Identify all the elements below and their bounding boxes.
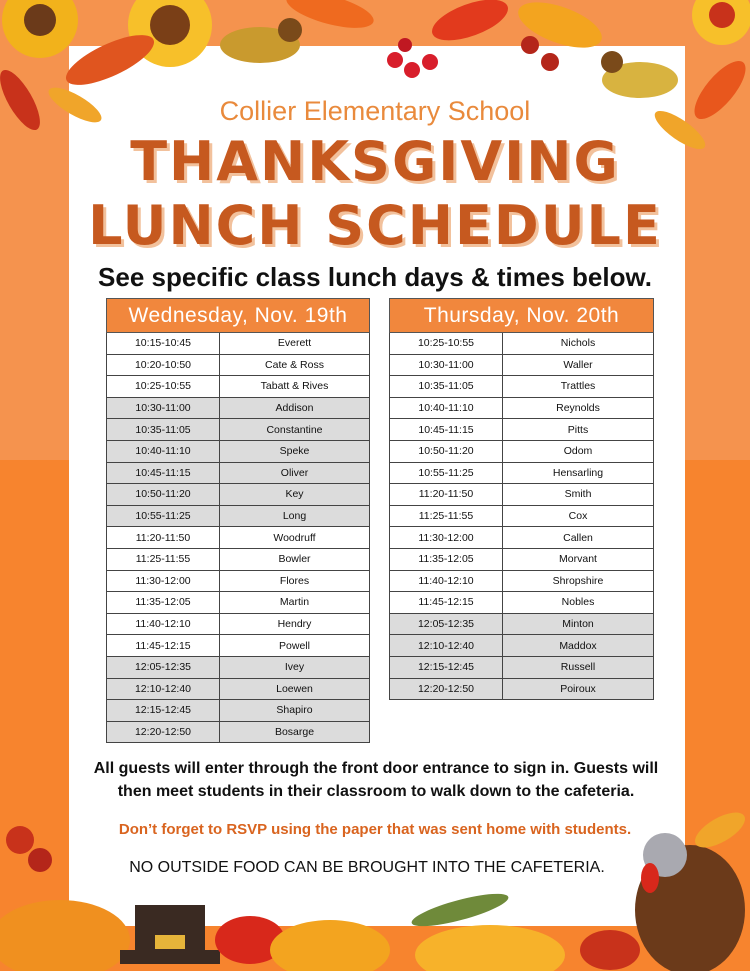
teacher-cell: Key	[220, 484, 370, 506]
subtitle: See specific class lunch days & times below.	[98, 262, 652, 292]
guest-entry-note: All guests will enter through the front door entrance to sign in. Guests will then meet students in their classroom to walk down to the cafeteria.	[93, 760, 659, 800]
teacher-cell: Woodruff	[220, 527, 370, 549]
teacher-cell: Loewen	[220, 678, 370, 700]
time-cell: 11:20-11:50	[107, 527, 220, 549]
teacher-cell: Constantine	[220, 419, 370, 441]
time-cell: 11:30-12:00	[107, 570, 220, 592]
time-cell: 12:05-12:35	[390, 613, 503, 635]
table-row	[390, 656, 654, 678]
table-row	[107, 656, 370, 678]
pumpkin-icon	[415, 925, 565, 971]
time-cell: 11:35-12:05	[107, 592, 220, 614]
teacher-cell: Minton	[503, 613, 654, 635]
time-cell: 11:20-11:50	[390, 484, 503, 506]
table-row	[390, 440, 654, 462]
time-cell: 11:30-12:00	[390, 527, 503, 549]
autumn-leaves-top-decoration	[0, 0, 750, 150]
time-cell: 10:50-11:20	[390, 440, 503, 462]
time-cell: 10:30-11:00	[107, 397, 220, 419]
rsvp-note: Don’t forget to RSVP using the paper that was sent home with students.	[118, 821, 632, 838]
teacher-cell: Cate & Ross	[220, 354, 370, 376]
time-cell: 12:10-12:40	[390, 635, 503, 657]
time-cell: 10:35-11:05	[390, 376, 503, 398]
table-row	[107, 527, 370, 549]
table-row	[390, 505, 654, 527]
time-cell: 10:45-11:15	[390, 419, 503, 441]
time-cell: 10:35-11:05	[107, 419, 220, 441]
time-cell: 10:55-11:25	[107, 505, 220, 527]
teacher-cell: Addison	[220, 397, 370, 419]
time-cell: 11:40-12:10	[390, 570, 503, 592]
time-cell: 12:15-12:45	[390, 656, 503, 678]
teacher-cell: Shropshire	[503, 570, 654, 592]
teacher-cell: Bowler	[220, 548, 370, 570]
table-row	[390, 548, 654, 570]
table-row	[107, 700, 370, 722]
table-row	[390, 333, 654, 355]
berries-icon	[387, 52, 403, 68]
teacher-cell: Poiroux	[503, 678, 654, 700]
wednesday-heading: Wednesday, Nov. 19th	[107, 299, 370, 333]
table-row	[390, 397, 654, 419]
time-cell: 12:05-12:35	[107, 656, 220, 678]
time-cell: 11:35-12:05	[390, 548, 503, 570]
teacher-cell: Hensarling	[503, 462, 654, 484]
teacher-cell: Everett	[220, 333, 370, 355]
table-row	[390, 635, 654, 657]
teacher-cell: Tabatt & Rives	[220, 376, 370, 398]
time-cell: 10:25-10:55	[390, 333, 503, 355]
time-cell: 10:25-10:55	[107, 376, 220, 398]
table-row	[107, 721, 370, 743]
table-row	[107, 635, 370, 657]
time-cell: 12:20-12:50	[390, 678, 503, 700]
table-row	[107, 354, 370, 376]
table-row	[390, 484, 654, 506]
teacher-cell: Cox	[503, 505, 654, 527]
table-row	[107, 333, 370, 355]
table-row	[107, 440, 370, 462]
teacher-cell: Morvant	[503, 548, 654, 570]
time-cell: 10:40-11:10	[390, 397, 503, 419]
time-cell: 10:50-11:20	[107, 484, 220, 506]
teacher-cell: Russell	[503, 656, 654, 678]
teacher-cell: Smith	[503, 484, 654, 506]
time-cell: 10:55-11:25	[390, 462, 503, 484]
table-row	[107, 505, 370, 527]
table-row	[107, 592, 370, 614]
teacher-cell: Callen	[503, 527, 654, 549]
thursday-schedule-table	[389, 298, 654, 700]
teacher-cell: Maddox	[503, 635, 654, 657]
table-row	[107, 678, 370, 700]
teacher-cell: Pitts	[503, 419, 654, 441]
teacher-cell: Flores	[220, 570, 370, 592]
table-row	[390, 354, 654, 376]
time-cell: 11:45-12:15	[390, 592, 503, 614]
time-cell: 11:45-12:15	[107, 635, 220, 657]
table-row	[390, 527, 654, 549]
time-cell: 12:20-12:50	[107, 721, 220, 743]
teacher-cell: Bosarge	[220, 721, 370, 743]
time-cell: 10:15-10:45	[107, 333, 220, 355]
table-row	[390, 570, 654, 592]
time-cell: 10:30-11:00	[390, 354, 503, 376]
school-name: Collier Elementary School	[219, 96, 531, 126]
teacher-cell: Nichols	[503, 333, 654, 355]
time-cell: 11:25-11:55	[390, 505, 503, 527]
table-row	[390, 376, 654, 398]
time-cell: 12:10-12:40	[107, 678, 220, 700]
table-row	[390, 678, 654, 700]
teacher-cell: Waller	[503, 354, 654, 376]
table-row	[107, 397, 370, 419]
table-row	[107, 570, 370, 592]
thursday-heading: Thursday, Nov. 20th	[390, 299, 654, 333]
table-row	[390, 613, 654, 635]
pumpkin-icon	[0, 900, 130, 971]
teacher-cell: Reynolds	[503, 397, 654, 419]
table-row	[390, 462, 654, 484]
teacher-cell: Odom	[503, 440, 654, 462]
table-row	[107, 462, 370, 484]
table-row	[390, 592, 654, 614]
teacher-cell: Shapiro	[220, 700, 370, 722]
time-cell: 12:15-12:45	[107, 700, 220, 722]
table-row	[107, 548, 370, 570]
table-row	[107, 376, 370, 398]
time-cell: 11:40-12:10	[107, 613, 220, 635]
wednesday-schedule-table	[106, 298, 370, 743]
teacher-cell: Trattles	[503, 376, 654, 398]
time-cell: 11:25-11:55	[107, 548, 220, 570]
title-line-1: THANKSGIVING	[130, 130, 620, 193]
teacher-cell: Speke	[220, 440, 370, 462]
teacher-cell: Hendry	[220, 613, 370, 635]
table-row	[107, 613, 370, 635]
table-row	[107, 484, 370, 506]
time-cell: 10:40-11:10	[107, 440, 220, 462]
teacher-cell: Powell	[220, 635, 370, 657]
title-line-2: LUNCH SCHEDULE	[88, 194, 662, 257]
time-cell: 10:20-10:50	[107, 354, 220, 376]
outside-food-note: NO OUTSIDE FOOD CAN BE BROUGHT INTO THE CAFETERIA.	[129, 859, 605, 876]
teacher-cell: Martin	[220, 592, 370, 614]
time-cell: 10:45-11:15	[107, 462, 220, 484]
table-row	[390, 419, 654, 441]
teacher-cell: Oliver	[220, 462, 370, 484]
teacher-cell: Ivey	[220, 656, 370, 678]
teacher-cell: Nobles	[503, 592, 654, 614]
teacher-cell: Long	[220, 505, 370, 527]
table-row	[107, 419, 370, 441]
pumpkin-icon	[270, 920, 390, 971]
